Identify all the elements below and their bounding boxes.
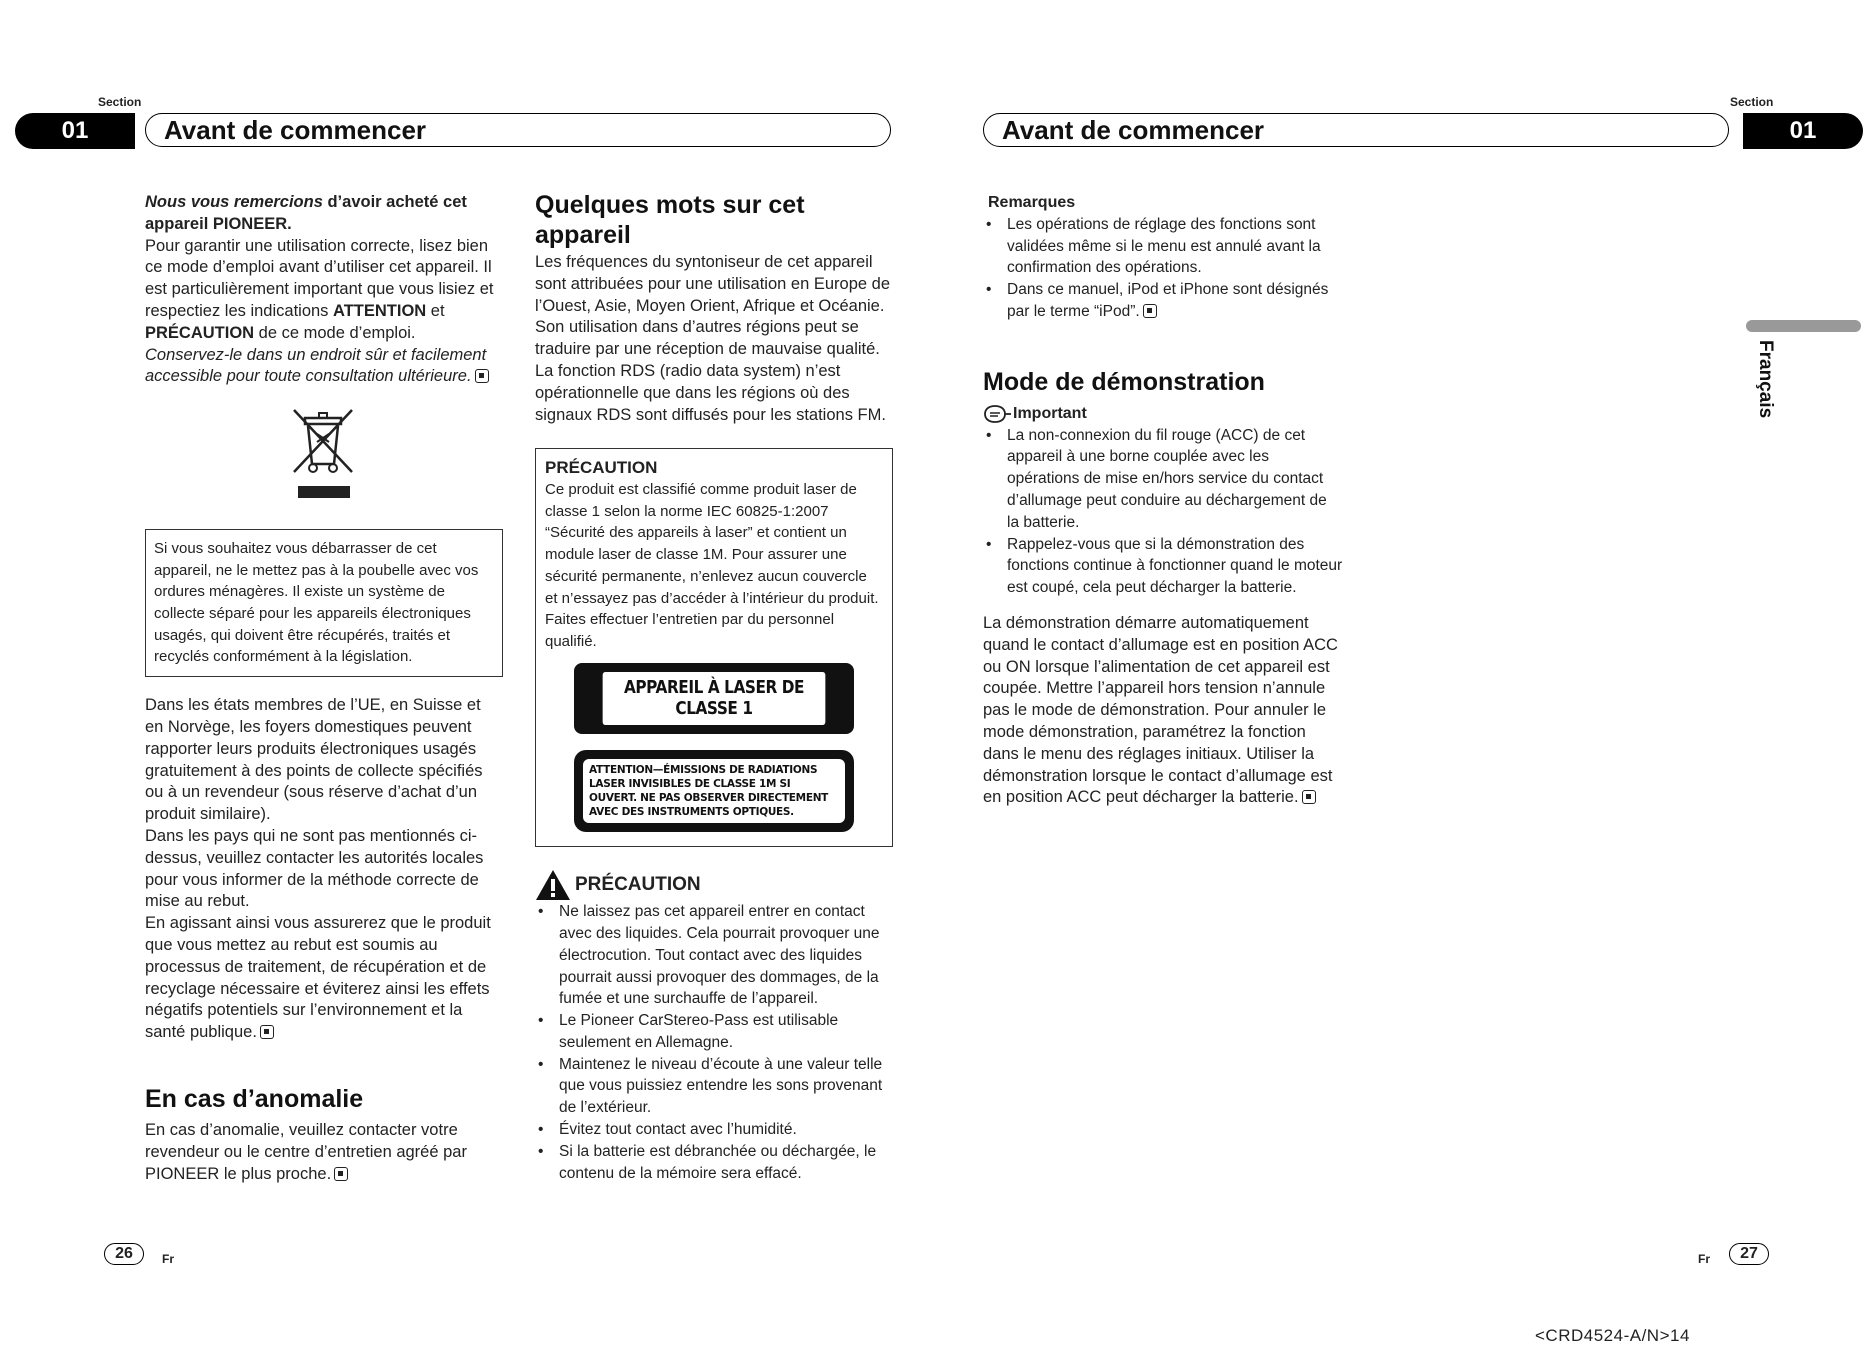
document-code: <CRD4524-A/N>14 bbox=[1535, 1326, 1690, 1345]
anomaly-heading: En cas d’anomalie bbox=[145, 1084, 364, 1113]
caution-box-text: Ce produit est classifié comme produit laser de classe 1 selon la norme IEC 60825-1:2007 “Sécurité des appareils à laser” et contient un module laser de classe 1M. Pour assurer une sécurité permanente, n’enlevez aucun couvercle et n’essayez pas d’accéder à l’intérieur du produit. Faites effectuer l’entretien par du personnel qualifié. bbox=[545, 481, 879, 650]
anomaly-paragraph: En cas d’anomalie, veuillez contacter votre revendeur ou le centre d’entretien agréé par PIONEER le plus proche. bbox=[145, 1120, 467, 1183]
lang-code-left: Fr bbox=[162, 1252, 174, 1266]
side-tab-label: Français bbox=[1755, 340, 1776, 419]
about-paragraph: Les fréquences du syntoniseur de cet appareil sont attribuées pour une utilisation en Europe de l’Ouest, Asie, Moyen Orient, Afrique et Océanie. Son utilisation dans d’autres régions peut se traduire par une réception de mauvaise qualité. La fonction RDS (radio data system) n’est opérationnelle que dans les régions où des signaux RDS sont diffusés pour les stations FM. bbox=[535, 253, 890, 424]
important-title: Important bbox=[1013, 404, 1087, 422]
important-header bbox=[983, 403, 1343, 425]
list-item: • Ne laissez pas cet appareil entrer en contact avec des liquides. Cela pourrait provoquer une électrocution. Tout contact avec des liquides pourrait aussi provoquer des dommages, de la fumée et une surchauffe de l’appareil. bbox=[535, 901, 893, 1010]
side-tab-label-wrap bbox=[1748, 340, 1778, 450]
section-number-badge: 01 bbox=[1743, 113, 1863, 149]
environment-paragraph: En agissant ainsi vous assurerez que le produit que vous mettez au rebut est soumis au processus de traitement, de récupération et de recyclage nécessaire et éviterez ainsi les effets négatifs potentiels sur l’environnement et la santé publique. bbox=[145, 914, 491, 1042]
list-item: • Les opérations de réglage des fonctions sont validées même si le menu est annulé avant la confirmation des opérations. bbox=[983, 214, 1343, 279]
lang-code-right: Fr bbox=[1698, 1252, 1710, 1266]
list-item: • La non-connexion du fil rouge (ACC) de cet appareil à une borne couplée avec les opérations de mise en/hors service du contact d’allumage peut conduire au déchargement de la batterie. bbox=[983, 425, 1343, 534]
weee-symbol bbox=[145, 408, 503, 507]
demo-heading: Mode de démonstration bbox=[983, 367, 1265, 396]
section-label: Section bbox=[98, 95, 142, 109]
page-header-title: Avant de commencer bbox=[145, 113, 891, 147]
left-column-2 bbox=[535, 190, 893, 1184]
side-tab-bar bbox=[1746, 320, 1861, 332]
end-mark-icon bbox=[1302, 790, 1316, 804]
crossed-bin-icon bbox=[291, 408, 357, 500]
end-mark-icon bbox=[260, 1025, 274, 1039]
important-hand-icon bbox=[983, 405, 1013, 423]
disposal-notice-box: Si vous souhaitez vous débarrasser de cet appareil, ne le mettez pas à la poubelle avec vos ordures ménagères. Il existe un système de collecte séparé pour les appareils électroniques usagés, qui doivent être récupérés, traités et recyclés conformément à la législation. bbox=[145, 529, 503, 677]
page-header-title: Avant de commencer bbox=[983, 113, 1729, 147]
section-label: Section bbox=[1730, 95, 1774, 109]
list-item: • Évitez tout contact avec l’humidité. bbox=[535, 1119, 893, 1141]
intro-paragraph: Nous vous remercions d’avoir acheté cet appareil PIONEER. Pour garantir une utilisation correcte, lisez bien ce mode d’emploi avant d’utiliser cet appareil. Il est particulièrement important que vous lisiez et respectiez les indications ATTENTION et PRÉCAUTION de ce mode d’emploi. Conservez-le dans un endroit sûr et facilement accessible pour toute consultation ultérieure. bbox=[145, 193, 494, 386]
remarks-title: Remarques bbox=[988, 194, 1076, 211]
right-column bbox=[983, 192, 1343, 809]
list-item: • Dans ce manuel, iPod et iPhone sont désignés par le terme “iPod”. bbox=[983, 279, 1343, 323]
about-heading: Quelques mots sur cet appareil bbox=[535, 191, 805, 249]
caution-box-title: PRÉCAUTION bbox=[545, 458, 658, 478]
important-list bbox=[983, 425, 1343, 599]
left-column-1 bbox=[145, 192, 503, 1185]
eu-paragraph: Dans les états membres de l’UE, en Suisse et en Norvège, les foyers domestiques peuvent rapporter leurs produits électroniques usagés gratuitement à des points de collecte spécifiés ou à un revendeur (sous réserve d’achat d’un produit similaire). bbox=[145, 696, 483, 824]
list-item: • Si la batterie est débranchée ou déchargée, le contenu de la mémoire sera effacé. bbox=[535, 1141, 893, 1185]
list-item: • Le Pioneer CarStereo-Pass est utilisable seulement en Allemagne. bbox=[535, 1010, 893, 1054]
section-number-badge: 01 bbox=[15, 113, 135, 149]
remarks-list bbox=[983, 214, 1343, 323]
laser-caution-box bbox=[535, 448, 893, 847]
warning-triangle-icon bbox=[535, 869, 571, 901]
other-countries-paragraph: Dans les pays qui ne sont pas mentionnés ci-dessus, veuillez contacter les autorités locales pour vous informer de la méthode correcte de mise au rebut. bbox=[145, 826, 484, 911]
laser-class-label: APPAREIL À LASER DE CLASSE 1 bbox=[574, 663, 854, 734]
list-item: • Rappelez-vous que si la démonstration des fonctions continue à fonctionner quand le moteur est coupé, cela peut décharger la batterie. bbox=[983, 534, 1343, 599]
page-number-right: 27 bbox=[1729, 1243, 1769, 1265]
caution-list-header bbox=[535, 869, 893, 901]
caution-list-title: PRÉCAUTION bbox=[575, 874, 701, 896]
end-mark-icon bbox=[1143, 304, 1157, 318]
end-mark-icon bbox=[475, 369, 489, 383]
page-number-left: 26 bbox=[104, 1243, 144, 1265]
laser-warning-label: ATTENTION—ÉMISSIONS DE RADIATIONS LASER INVISIBLES DE CLASSE 1M SI OUVERT. NE PAS OBSERVER DIRECTEMENT AVEC DES INSTRUMENTS OPTIQUES. bbox=[574, 750, 854, 832]
demo-paragraph: La démonstration démarre automatiquement quand le contact d’allumage est en position ACC ou ON lorsque l’alimentation de cet appareil est coupée. Mettre l’appareil hors tension n’annule pas le mode de démonstration. Pour annuler le mode démonstration, paramétrez la fonction dans le menu des réglages initiaux. Utiliser la démonstration lorsque le contact d’allumage est en position ACC peut décharger la batterie. bbox=[983, 613, 1338, 807]
end-mark-icon bbox=[334, 1167, 348, 1181]
list-item: • Maintenez le niveau d’écoute à une valeur telle que vous puissiez entendre les sons provenant de l’extérieur. bbox=[535, 1054, 893, 1119]
caution-list bbox=[535, 901, 893, 1184]
